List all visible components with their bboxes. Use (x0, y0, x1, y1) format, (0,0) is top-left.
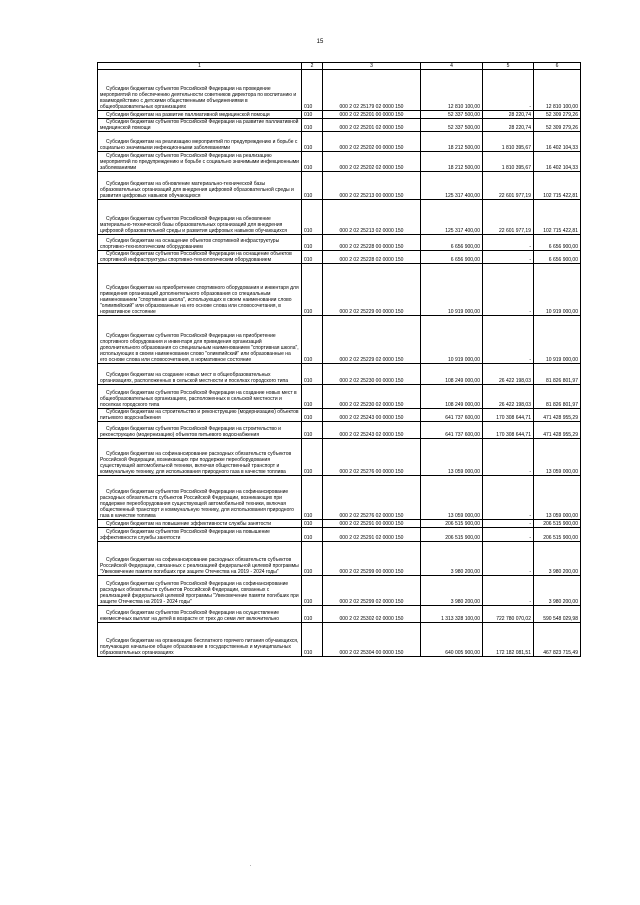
cell-executed: 28 220,74 (483, 119, 534, 132)
header-col-6: 6 (534, 63, 581, 70)
cell-plan: 108 249 000,00 (421, 364, 483, 385)
cell-budget-code: 000 2 02 25202 02 0000 150 (323, 152, 421, 172)
cell-name: Субсидии бюджетам субъектов Российской Федерации на проведение мероприятий по обеспечению деятельности советников директора по воспитанию и взаимодействию с детскими общественными объединениями в общеобразовательных организациях (98, 70, 302, 111)
cell-executed: - (483, 439, 534, 476)
cell-plan: 206 515 900,00 (421, 528, 483, 542)
cell-admin-code: 010 (302, 520, 323, 528)
cell-executed: - (483, 542, 534, 576)
cell-remainder: 10 919 000,00 (534, 264, 581, 316)
cell-plan: 10 919 000,00 (421, 316, 483, 364)
cell-remainder: 102 715 422,81 (534, 200, 581, 235)
cell-executed: - (483, 264, 534, 316)
cell-admin-code: 010 (302, 409, 323, 422)
cell-remainder: 12 810 100,00 (534, 70, 581, 111)
cell-budget-code: 000 2 02 25230 02 0000 150 (323, 385, 421, 409)
footer-mark: . (250, 862, 252, 868)
cell-remainder: 471 428 955,29 (534, 422, 581, 439)
cell-plan: 108 249 000,00 (421, 385, 483, 409)
cell-remainder: 52 309 279,26 (534, 119, 581, 132)
cell-budget-code: 000 2 02 25229 02 0000 150 (323, 316, 421, 364)
cell-name: Субсидии бюджетам на софинансирование расходных обязательств субъектов Российской Федерации, возникающих при поддержке переоборудования существующей автомобильной техники, включая общественный транспорт и коммунальную технику, для использования природного газа в качестве топлива (98, 439, 302, 476)
cell-remainder: 10 919 000,00 (534, 316, 581, 364)
cell-admin-code: 010 (302, 576, 323, 606)
cell-budget-code: 000 2 02 25228 02 0000 150 (323, 251, 421, 264)
table-row (98, 623, 581, 657)
table-row (98, 520, 581, 528)
cell-plan: 6 656 900,00 (421, 235, 483, 251)
cell-budget-code: 000 2 02 25276 00 0000 150 (323, 439, 421, 476)
table-row (98, 422, 581, 439)
cell-executed: - (483, 576, 534, 606)
cell-name: Субсидии бюджетам субъектов Российской Федерации на осуществление ежемесячных выплат на детей в возрасте от трех до семи лет включительно (98, 606, 302, 623)
cell-budget-code: 000 2 02 25302 02 0000 150 (323, 606, 421, 623)
table-row (98, 316, 581, 364)
header-col-4: 4 (421, 63, 483, 70)
table-row (98, 200, 581, 235)
cell-executed: - (483, 520, 534, 528)
table-row (98, 70, 581, 111)
cell-remainder: 81 826 801,97 (534, 364, 581, 385)
cell-remainder: 590 548 029,98 (534, 606, 581, 623)
table-row (98, 542, 581, 576)
cell-budget-code: 000 2 02 25299 00 0000 150 (323, 542, 421, 576)
header-col-3: 3 (323, 63, 421, 70)
cell-executed: 722 780 070,02 (483, 606, 534, 623)
cell-budget-code: 000 2 02 25243 00 0000 150 (323, 409, 421, 422)
cell-admin-code: 010 (302, 316, 323, 364)
cell-plan: 13 059 000,00 (421, 476, 483, 520)
cell-name: Субсидии бюджетам субъектов Российской Федерации на софинансирование расходных обязательств субъектов Российской Федерации, возникающих при поддержке переоборудования существующей автомобильной техники, включая общественный транспорт и коммунальную технику, для использования природного газа в качестве топлива (98, 476, 302, 520)
table-row (98, 111, 581, 119)
cell-admin-code: 010 (302, 251, 323, 264)
cell-admin-code: 010 (302, 476, 323, 520)
table-row (98, 385, 581, 409)
cell-plan: 18 212 500,00 (421, 152, 483, 172)
cell-admin-code: 010 (302, 542, 323, 576)
cell-budget-code: 000 2 02 25201 02 0000 150 (323, 119, 421, 132)
table-row (98, 476, 581, 520)
cell-budget-code: 000 2 02 25201 00 0000 150 (323, 111, 421, 119)
cell-plan: 641 737 600,00 (421, 409, 483, 422)
cell-executed: - (483, 316, 534, 364)
table-row (98, 576, 581, 606)
cell-name: Субсидии бюджетам на организацию бесплатного горячего питания обучающихся, получающих начальное общее образование в государственных и муниципальных образовательных организациях (98, 623, 302, 657)
cell-plan: 18 212 500,00 (421, 132, 483, 152)
cell-budget-code: 000 2 02 25179 02 0000 150 (323, 70, 421, 111)
cell-executed: - (483, 476, 534, 520)
cell-plan: 13 059 000,00 (421, 439, 483, 476)
cell-admin-code: 010 (302, 111, 323, 119)
table-row (98, 264, 581, 316)
table-header-row (98, 63, 581, 70)
cell-budget-code: 000 2 02 25202 00 0000 150 (323, 132, 421, 152)
cell-executed: - (483, 70, 534, 111)
cell-admin-code: 010 (302, 172, 323, 200)
cell-budget-code: 000 2 02 25228 00 0000 150 (323, 235, 421, 251)
cell-name: Субсидии бюджетам субъектов Российской Федерации на обновление материально-технической базы образовательных организаций для внедрения цифровой образовательной среды и развития цифровых навыков обучающихся (98, 200, 302, 235)
table-row (98, 364, 581, 385)
cell-budget-code: 000 2 02 25213 02 0000 150 (323, 200, 421, 235)
cell-remainder: 467 823 715,49 (534, 623, 581, 657)
cell-name: Субсидии бюджетам на софинансирование расходных обязательств субъектов Российской Федерации, связанных с реализацией федеральной целевой программы "Увековечение памяти погибших при защите Отечества на 2019 - 2024 годы" (98, 542, 302, 576)
cell-admin-code: 010 (302, 119, 323, 132)
cell-executed: - (483, 251, 534, 264)
cell-name: Субсидии бюджетам на создание новых мест в общеобразовательных организациях, расположенных в сельской местности и поселках городского типа (98, 364, 302, 385)
cell-remainder: 13 059 000,00 (534, 476, 581, 520)
cell-remainder: 52 309 279,26 (534, 111, 581, 119)
cell-remainder: 81 826 801,97 (534, 385, 581, 409)
cell-name: Субсидии бюджетам субъектов Российской Федерации на оснащение объектов спортивной инфраструктуры спортивно-технологическим оборудованием (98, 251, 302, 264)
header-col-2: 2 (302, 63, 323, 70)
header-col-5: 5 (483, 63, 534, 70)
cell-plan: 641 737 600,00 (421, 422, 483, 439)
cell-name: Субсидии бюджетам на оснащение объектов спортивной инфраструктуры спортивно-технологическим оборудованием (98, 235, 302, 251)
cell-plan: 3 980 200,00 (421, 542, 483, 576)
cell-executed: - (483, 528, 534, 542)
cell-name: Субсидии бюджетам на реализацию мероприятий по предупреждению и борьбе с социально значимыми инфекционными заболеваниями (98, 132, 302, 152)
cell-admin-code: 010 (302, 200, 323, 235)
cell-plan: 52 337 500,00 (421, 111, 483, 119)
cell-plan: 640 005 900,00 (421, 623, 483, 657)
cell-name: Субсидии бюджетам на обновление материально-технической базы образовательных организаций для внедрения цифровой образовательной среды и развития цифровых навыков обучающихся (98, 172, 302, 200)
table-row (98, 172, 581, 200)
cell-name: Субсидии бюджетам субъектов Российской Федерации на строительство и реконструкцию (модернизацию) объектов питьевого водоснабжения (98, 422, 302, 439)
cell-admin-code: 010 (302, 152, 323, 172)
cell-name: Субсидии бюджетам субъектов Российской Федерации на реализацию мероприятий по предупреждению и борьбе с социально значимыми инфекционными заболеваниями (98, 152, 302, 172)
cell-executed: 26 422 198,03 (483, 364, 534, 385)
cell-remainder: 16 402 104,33 (534, 132, 581, 152)
header-col-1: 1 (98, 63, 302, 70)
cell-executed: 22 601 977,19 (483, 172, 534, 200)
cell-plan: 10 919 000,00 (421, 264, 483, 316)
cell-executed: 1 810 395,67 (483, 152, 534, 172)
table-row (98, 152, 581, 172)
cell-remainder: 206 515 900,00 (534, 528, 581, 542)
cell-name: Субсидии бюджетам субъектов Российской Федерации на софинансирование расходных обязательств субъектов Российской Федерации, связанных с реализацией федеральной целевой программы "Увековечение памяти погибших при защите Отечества на 2019 - 2024 годы" (98, 576, 302, 606)
cell-remainder: 206 515 900,00 (534, 520, 581, 528)
cell-budget-code: 000 2 02 25304 00 0000 150 (323, 623, 421, 657)
cell-budget-code: 000 2 02 25229 00 0000 150 (323, 264, 421, 316)
cell-budget-code: 000 2 02 25243 02 0000 150 (323, 422, 421, 439)
table-row (98, 235, 581, 251)
cell-executed: 1 810 395,67 (483, 132, 534, 152)
cell-name: Субсидии бюджетам на приобретение спортивного оборудования и инвентаря для приведения организаций дополнительного образования со специальным наименованием "спортивная школа", использующих в своем наименовании слово "олимпийский" или образованные на его основе слова или словосочетания, в нормативное состояние (98, 264, 302, 316)
table-row (98, 251, 581, 264)
cell-admin-code: 010 (302, 528, 323, 542)
table-row (98, 439, 581, 476)
cell-remainder: 3 980 200,00 (534, 576, 581, 606)
table-row (98, 132, 581, 152)
page-number: 15 (316, 39, 324, 45)
cell-admin-code: 010 (302, 439, 323, 476)
cell-name: Субсидии бюджетам на повышение эффективности службы занятости (98, 520, 302, 528)
cell-remainder: 6 656 900,00 (534, 235, 581, 251)
table-row (98, 606, 581, 623)
cell-executed: 22 601 977,19 (483, 200, 534, 235)
cell-remainder: 6 656 900,00 (534, 251, 581, 264)
cell-plan: 125 317 400,00 (421, 172, 483, 200)
cell-plan: 3 980 200,00 (421, 576, 483, 606)
cell-name: Субсидии бюджетам на строительство и реконструкцию (модернизацию) объектов питьевого водоснабжения (98, 409, 302, 422)
cell-plan: 125 317 400,00 (421, 200, 483, 235)
cell-budget-code: 000 2 02 25213 00 0000 150 (323, 172, 421, 200)
table-row (98, 119, 581, 132)
cell-admin-code: 010 (302, 623, 323, 657)
cell-budget-code: 000 2 02 25276 02 0000 150 (323, 476, 421, 520)
cell-plan: 52 337 500,00 (421, 119, 483, 132)
cell-admin-code: 010 (302, 70, 323, 111)
cell-admin-code: 010 (302, 264, 323, 316)
cell-remainder: 471 428 955,29 (534, 409, 581, 422)
table-body (98, 70, 581, 657)
cell-admin-code: 010 (302, 606, 323, 623)
cell-admin-code: 010 (302, 385, 323, 409)
cell-budget-code: 000 2 02 25291 02 0000 150 (323, 528, 421, 542)
cell-plan: 12 810 100,00 (421, 70, 483, 111)
cell-remainder: 3 980 200,00 (534, 542, 581, 576)
budget-table (97, 62, 581, 657)
cell-executed: 26 422 198,03 (483, 385, 534, 409)
cell-executed: 170 308 644,71 (483, 422, 534, 439)
cell-executed: 170 308 644,71 (483, 409, 534, 422)
cell-executed: - (483, 235, 534, 251)
cell-name: Субсидии бюджетам на развитие паллиативной медицинской помощи (98, 111, 302, 119)
cell-plan: 206 515 900,00 (421, 520, 483, 528)
cell-plan: 6 656 900,00 (421, 251, 483, 264)
cell-remainder: 102 715 422,81 (534, 172, 581, 200)
cell-plan: 1 313 328 100,00 (421, 606, 483, 623)
cell-executed: 28 220,74 (483, 111, 534, 119)
cell-budget-code: 000 2 02 25299 02 0000 150 (323, 576, 421, 606)
cell-budget-code: 000 2 02 25230 00 0000 150 (323, 364, 421, 385)
cell-budget-code: 000 2 02 25291 00 0000 150 (323, 520, 421, 528)
cell-name: Субсидии бюджетам субъектов Российской Федерации на развитие паллиативной медицинской помощи (98, 119, 302, 132)
cell-name: Субсидии бюджетам субъектов Российской Федерации на повышение эффективности службы занятости (98, 528, 302, 542)
cell-admin-code: 010 (302, 235, 323, 251)
cell-executed: 172 182 081,51 (483, 623, 534, 657)
cell-admin-code: 010 (302, 422, 323, 439)
table-row (98, 528, 581, 542)
cell-remainder: 13 059 000,00 (534, 439, 581, 476)
cell-remainder: 16 402 104,33 (534, 152, 581, 172)
cell-admin-code: 010 (302, 132, 323, 152)
cell-admin-code: 010 (302, 364, 323, 385)
table-row (98, 409, 581, 422)
cell-name: Субсидии бюджетам субъектов Российской Федерации на создание новых мест в общеобразовательных организациях, расположенных в сельской местности и поселках городского типа (98, 385, 302, 409)
cell-name: Субсидии бюджетам субъектов Российской Федерации на приобретение спортивного оборудования и инвентаря для приведения организаций дополнительного образования со специальным наименованием "спортивная школа", использующих в своем наименовании слово "олимпийский" или образованные на его основе слова или словосочетания, в нормативное состояние (98, 316, 302, 364)
